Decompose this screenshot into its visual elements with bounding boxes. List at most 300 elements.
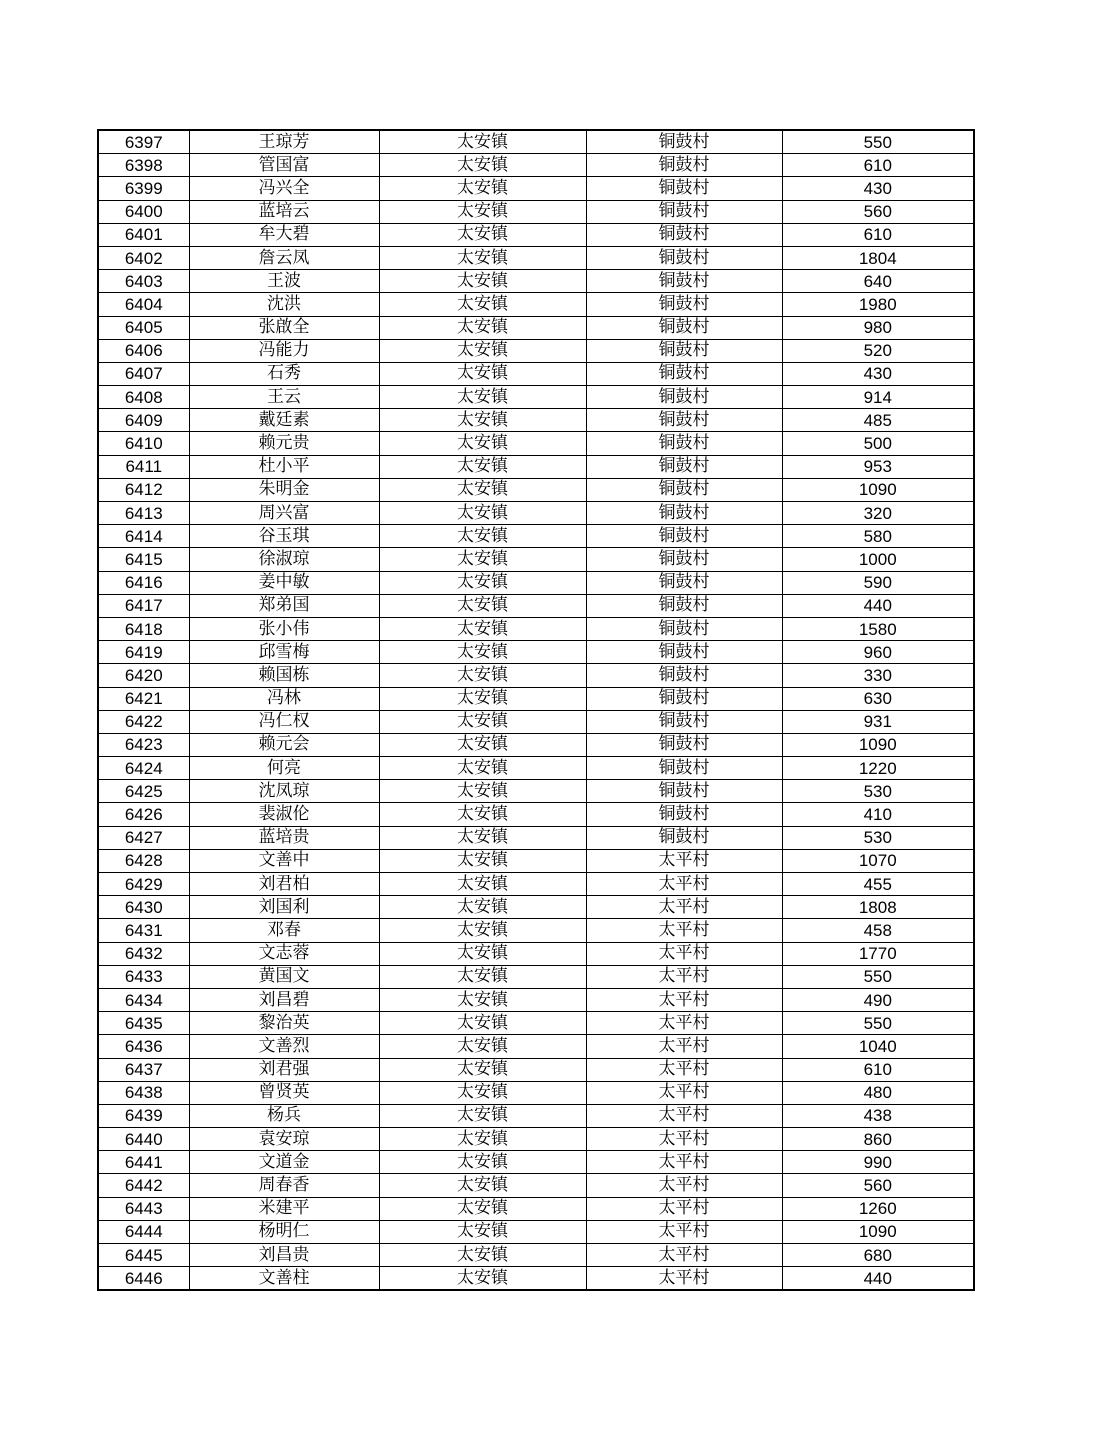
row-number-cell: 6410 [98, 432, 189, 455]
village-cell: 太平村 [586, 919, 782, 942]
row-number-cell: 6421 [98, 687, 189, 710]
table-row [98, 733, 974, 756]
name-cell: 米建平 [189, 1197, 379, 1220]
village-cell: 铜鼓村 [586, 641, 782, 664]
table-row [98, 246, 974, 269]
table-row [98, 896, 974, 919]
town-cell: 太安镇 [379, 687, 586, 710]
table-row [98, 177, 974, 200]
table-row [98, 710, 974, 733]
village-cell: 太平村 [586, 873, 782, 896]
town-cell: 太安镇 [379, 432, 586, 455]
row-number-cell: 6427 [98, 826, 189, 849]
name-cell: 詹云凤 [189, 246, 379, 269]
name-cell: 文志蓉 [189, 942, 379, 965]
town-cell: 太安镇 [379, 1012, 586, 1035]
amount-cell: 1090 [782, 1220, 974, 1243]
amount-cell: 455 [782, 873, 974, 896]
table-row [98, 617, 974, 640]
table-row [98, 455, 974, 478]
village-cell: 铜鼓村 [586, 270, 782, 293]
town-cell: 太安镇 [379, 223, 586, 246]
village-cell: 铜鼓村 [586, 803, 782, 826]
town-cell: 太安镇 [379, 780, 586, 803]
amount-cell: 1808 [782, 896, 974, 919]
name-cell: 沈凤琼 [189, 780, 379, 803]
row-number-cell: 6401 [98, 223, 189, 246]
table-row [98, 687, 974, 710]
row-number-cell: 6443 [98, 1197, 189, 1220]
name-cell: 邱雪梅 [189, 641, 379, 664]
row-number-cell: 6403 [98, 270, 189, 293]
amount-cell: 520 [782, 339, 974, 362]
table-row [98, 432, 974, 455]
town-cell: 太安镇 [379, 942, 586, 965]
name-cell: 刘昌碧 [189, 988, 379, 1011]
row-number-cell: 6438 [98, 1081, 189, 1104]
village-cell: 铜鼓村 [586, 386, 782, 409]
name-cell: 裴淑伦 [189, 803, 379, 826]
name-cell: 黄国文 [189, 965, 379, 988]
amount-cell: 1000 [782, 548, 974, 571]
town-cell: 太安镇 [379, 849, 586, 872]
name-cell: 石秀 [189, 362, 379, 385]
name-cell: 何亮 [189, 757, 379, 780]
amount-cell: 440 [782, 1267, 974, 1291]
row-number-cell: 6414 [98, 525, 189, 548]
town-cell: 太安镇 [379, 1267, 586, 1291]
amount-cell: 1220 [782, 757, 974, 780]
town-cell: 太安镇 [379, 873, 586, 896]
amount-cell: 1040 [782, 1035, 974, 1058]
amount-cell: 980 [782, 316, 974, 339]
town-cell: 太安镇 [379, 803, 586, 826]
table-row [98, 1220, 974, 1243]
amount-cell: 610 [782, 1058, 974, 1081]
village-cell: 太平村 [586, 1267, 782, 1291]
village-cell: 铜鼓村 [586, 571, 782, 594]
name-cell: 蓝培贵 [189, 826, 379, 849]
row-number-cell: 6398 [98, 154, 189, 177]
town-cell: 太安镇 [379, 919, 586, 942]
town-cell: 太安镇 [379, 1220, 586, 1243]
row-number-cell: 6404 [98, 293, 189, 316]
town-cell: 太安镇 [379, 177, 586, 200]
village-cell: 铜鼓村 [586, 177, 782, 200]
amount-cell: 440 [782, 594, 974, 617]
name-cell: 王波 [189, 270, 379, 293]
table-row [98, 1128, 974, 1151]
village-cell: 太平村 [586, 849, 782, 872]
amount-cell: 485 [782, 409, 974, 432]
village-cell: 铜鼓村 [586, 826, 782, 849]
row-number-cell: 6426 [98, 803, 189, 826]
table-row [98, 1058, 974, 1081]
village-cell: 铜鼓村 [586, 502, 782, 525]
town-cell: 太安镇 [379, 1128, 586, 1151]
table-row [98, 1151, 974, 1174]
town-cell: 太安镇 [379, 1174, 586, 1197]
amount-cell: 580 [782, 525, 974, 548]
row-number-cell: 6428 [98, 849, 189, 872]
row-number-cell: 6415 [98, 548, 189, 571]
amount-cell: 330 [782, 664, 974, 687]
town-cell: 太安镇 [379, 965, 586, 988]
name-cell: 冯兴全 [189, 177, 379, 200]
name-cell: 刘昌贵 [189, 1244, 379, 1267]
table-row [98, 1244, 974, 1267]
name-cell: 文善中 [189, 849, 379, 872]
table-row [98, 409, 974, 432]
table-row [98, 525, 974, 548]
town-cell: 太安镇 [379, 154, 586, 177]
row-number-cell: 6413 [98, 502, 189, 525]
town-cell: 太安镇 [379, 664, 586, 687]
table-row [98, 757, 974, 780]
name-cell: 张啟全 [189, 316, 379, 339]
town-cell: 太安镇 [379, 1151, 586, 1174]
row-number-cell: 6400 [98, 200, 189, 223]
village-cell: 铜鼓村 [586, 664, 782, 687]
town-cell: 太安镇 [379, 757, 586, 780]
amount-cell: 438 [782, 1104, 974, 1127]
amount-cell: 500 [782, 432, 974, 455]
name-cell: 杨兵 [189, 1104, 379, 1127]
row-number-cell: 6442 [98, 1174, 189, 1197]
name-cell: 刘君柏 [189, 873, 379, 896]
town-cell: 太安镇 [379, 1035, 586, 1058]
table-row [98, 223, 974, 246]
table-row [98, 988, 974, 1011]
row-number-cell: 6408 [98, 386, 189, 409]
row-number-cell: 6417 [98, 594, 189, 617]
village-cell: 太平村 [586, 1104, 782, 1127]
amount-cell: 410 [782, 803, 974, 826]
amount-cell: 1090 [782, 733, 974, 756]
town-cell: 太安镇 [379, 246, 586, 269]
village-cell: 太平村 [586, 1220, 782, 1243]
name-cell: 管国富 [189, 154, 379, 177]
table-row [98, 1035, 974, 1058]
table-row [98, 478, 974, 501]
town-cell: 太安镇 [379, 1244, 586, 1267]
table-row [98, 780, 974, 803]
row-number-cell: 6434 [98, 988, 189, 1011]
town-cell: 太安镇 [379, 409, 586, 432]
town-cell: 太安镇 [379, 733, 586, 756]
row-number-cell: 6446 [98, 1267, 189, 1291]
village-cell: 铜鼓村 [586, 455, 782, 478]
row-number-cell: 6429 [98, 873, 189, 896]
row-number-cell: 6409 [98, 409, 189, 432]
row-number-cell: 6397 [98, 130, 189, 154]
amount-cell: 640 [782, 270, 974, 293]
town-cell: 太安镇 [379, 339, 586, 362]
table-row [98, 594, 974, 617]
village-cell: 铜鼓村 [586, 316, 782, 339]
table-body [98, 130, 974, 1290]
name-cell: 蓝培云 [189, 200, 379, 223]
table-row [98, 339, 974, 362]
village-cell: 铜鼓村 [586, 594, 782, 617]
town-cell: 太安镇 [379, 641, 586, 664]
town-cell: 太安镇 [379, 525, 586, 548]
amount-cell: 1980 [782, 293, 974, 316]
table-row [98, 826, 974, 849]
data-table [97, 129, 975, 1291]
amount-cell: 560 [782, 200, 974, 223]
village-cell: 太平村 [586, 965, 782, 988]
name-cell: 黎治英 [189, 1012, 379, 1035]
table-row [98, 1174, 974, 1197]
name-cell: 赖元会 [189, 733, 379, 756]
table-row [98, 873, 974, 896]
name-cell: 沈洪 [189, 293, 379, 316]
table-row [98, 803, 974, 826]
row-number-cell: 6432 [98, 942, 189, 965]
amount-cell: 1804 [782, 246, 974, 269]
village-cell: 铜鼓村 [586, 617, 782, 640]
table-row [98, 1012, 974, 1035]
village-cell: 太平村 [586, 1035, 782, 1058]
village-cell: 铜鼓村 [586, 548, 782, 571]
town-cell: 太安镇 [379, 1081, 586, 1104]
amount-cell: 530 [782, 826, 974, 849]
name-cell: 张小伟 [189, 617, 379, 640]
name-cell: 赖国栋 [189, 664, 379, 687]
village-cell: 太平村 [586, 1058, 782, 1081]
town-cell: 太安镇 [379, 896, 586, 919]
table-row [98, 1104, 974, 1127]
amount-cell: 953 [782, 455, 974, 478]
amount-cell: 430 [782, 362, 974, 385]
table-row [98, 130, 974, 154]
village-cell: 太平村 [586, 1081, 782, 1104]
village-cell: 铜鼓村 [586, 710, 782, 733]
row-number-cell: 6435 [98, 1012, 189, 1035]
town-cell: 太安镇 [379, 478, 586, 501]
amount-cell: 550 [782, 130, 974, 154]
name-cell: 徐淑琼 [189, 548, 379, 571]
town-cell: 太安镇 [379, 1058, 586, 1081]
village-cell: 铜鼓村 [586, 733, 782, 756]
name-cell: 文道金 [189, 1151, 379, 1174]
village-cell: 太平村 [586, 1244, 782, 1267]
amount-cell: 560 [782, 1174, 974, 1197]
amount-cell: 914 [782, 386, 974, 409]
table-row [98, 548, 974, 571]
amount-cell: 680 [782, 1244, 974, 1267]
village-cell: 铜鼓村 [586, 409, 782, 432]
row-number-cell: 6423 [98, 733, 189, 756]
name-cell: 刘君强 [189, 1058, 379, 1081]
row-number-cell: 6433 [98, 965, 189, 988]
town-cell: 太安镇 [379, 270, 586, 293]
name-cell: 冯林 [189, 687, 379, 710]
amount-cell: 530 [782, 780, 974, 803]
village-cell: 铜鼓村 [586, 757, 782, 780]
table-row [98, 270, 974, 293]
name-cell: 文善柱 [189, 1267, 379, 1291]
village-cell: 太平村 [586, 1012, 782, 1035]
table-row [98, 965, 974, 988]
name-cell: 杜小平 [189, 455, 379, 478]
amount-cell: 990 [782, 1151, 974, 1174]
name-cell: 朱明金 [189, 478, 379, 501]
table-row [98, 316, 974, 339]
name-cell: 曾贤英 [189, 1081, 379, 1104]
village-cell: 太平村 [586, 896, 782, 919]
row-number-cell: 6439 [98, 1104, 189, 1127]
amount-cell: 550 [782, 1012, 974, 1035]
amount-cell: 610 [782, 223, 974, 246]
row-number-cell: 6411 [98, 455, 189, 478]
row-number-cell: 6430 [98, 896, 189, 919]
row-number-cell: 6419 [98, 641, 189, 664]
table-row [98, 571, 974, 594]
table-row [98, 1081, 974, 1104]
name-cell: 袁安琼 [189, 1128, 379, 1151]
amount-cell: 320 [782, 502, 974, 525]
name-cell: 姜中敏 [189, 571, 379, 594]
row-number-cell: 6420 [98, 664, 189, 687]
amount-cell: 931 [782, 710, 974, 733]
name-cell: 杨明仁 [189, 1220, 379, 1243]
row-number-cell: 6407 [98, 362, 189, 385]
row-number-cell: 6402 [98, 246, 189, 269]
amount-cell: 1580 [782, 617, 974, 640]
amount-cell: 458 [782, 919, 974, 942]
row-number-cell: 6431 [98, 919, 189, 942]
row-number-cell: 6399 [98, 177, 189, 200]
name-cell: 冯仁权 [189, 710, 379, 733]
town-cell: 太安镇 [379, 1197, 586, 1220]
name-cell: 周春香 [189, 1174, 379, 1197]
town-cell: 太安镇 [379, 386, 586, 409]
village-cell: 太平村 [586, 1197, 782, 1220]
village-cell: 太平村 [586, 1174, 782, 1197]
table-row [98, 154, 974, 177]
village-cell: 铜鼓村 [586, 525, 782, 548]
village-cell: 太平村 [586, 942, 782, 965]
amount-cell: 610 [782, 154, 974, 177]
row-number-cell: 6422 [98, 710, 189, 733]
amount-cell: 590 [782, 571, 974, 594]
table-row [98, 664, 974, 687]
village-cell: 铜鼓村 [586, 339, 782, 362]
row-number-cell: 6425 [98, 780, 189, 803]
town-cell: 太安镇 [379, 455, 586, 478]
table-row [98, 919, 974, 942]
amount-cell: 490 [782, 988, 974, 1011]
village-cell: 铜鼓村 [586, 130, 782, 154]
village-cell: 铜鼓村 [586, 362, 782, 385]
name-cell: 周兴富 [189, 502, 379, 525]
town-cell: 太安镇 [379, 316, 586, 339]
village-cell: 铜鼓村 [586, 432, 782, 455]
village-cell: 铜鼓村 [586, 478, 782, 501]
name-cell: 文善烈 [189, 1035, 379, 1058]
row-number-cell: 6412 [98, 478, 189, 501]
town-cell: 太安镇 [379, 130, 586, 154]
town-cell: 太安镇 [379, 571, 586, 594]
row-number-cell: 6405 [98, 316, 189, 339]
name-cell: 谷玉琪 [189, 525, 379, 548]
amount-cell: 1770 [782, 942, 974, 965]
table-row [98, 641, 974, 664]
village-cell: 铜鼓村 [586, 154, 782, 177]
amount-cell: 480 [782, 1081, 974, 1104]
name-cell: 戴廷素 [189, 409, 379, 432]
row-number-cell: 6444 [98, 1220, 189, 1243]
row-number-cell: 6418 [98, 617, 189, 640]
table-row [98, 1267, 974, 1291]
table-row [98, 849, 974, 872]
name-cell: 冯能力 [189, 339, 379, 362]
table-row [98, 386, 974, 409]
name-cell: 刘国利 [189, 896, 379, 919]
town-cell: 太安镇 [379, 548, 586, 571]
table-row [98, 502, 974, 525]
village-cell: 铜鼓村 [586, 200, 782, 223]
town-cell: 太安镇 [379, 1104, 586, 1127]
amount-cell: 630 [782, 687, 974, 710]
town-cell: 太安镇 [379, 826, 586, 849]
amount-cell: 550 [782, 965, 974, 988]
name-cell: 郑弟国 [189, 594, 379, 617]
village-cell: 铜鼓村 [586, 223, 782, 246]
table-row [98, 942, 974, 965]
town-cell: 太安镇 [379, 710, 586, 733]
village-cell: 铜鼓村 [586, 780, 782, 803]
amount-cell: 1260 [782, 1197, 974, 1220]
town-cell: 太安镇 [379, 594, 586, 617]
amount-cell: 1070 [782, 849, 974, 872]
village-cell: 铜鼓村 [586, 246, 782, 269]
town-cell: 太安镇 [379, 362, 586, 385]
row-number-cell: 6437 [98, 1058, 189, 1081]
name-cell: 王琼芳 [189, 130, 379, 154]
town-cell: 太安镇 [379, 502, 586, 525]
village-cell: 铜鼓村 [586, 293, 782, 316]
table-row [98, 293, 974, 316]
row-number-cell: 6424 [98, 757, 189, 780]
town-cell: 太安镇 [379, 988, 586, 1011]
row-number-cell: 6440 [98, 1128, 189, 1151]
name-cell: 赖元贵 [189, 432, 379, 455]
row-number-cell: 6416 [98, 571, 189, 594]
name-cell: 王云 [189, 386, 379, 409]
town-cell: 太安镇 [379, 200, 586, 223]
row-number-cell: 6441 [98, 1151, 189, 1174]
name-cell: 邓春 [189, 919, 379, 942]
table-row [98, 200, 974, 223]
village-cell: 太平村 [586, 1128, 782, 1151]
amount-cell: 860 [782, 1128, 974, 1151]
amount-cell: 430 [782, 177, 974, 200]
village-cell: 太平村 [586, 1151, 782, 1174]
amount-cell: 960 [782, 641, 974, 664]
town-cell: 太安镇 [379, 617, 586, 640]
name-cell: 牟大碧 [189, 223, 379, 246]
table-row [98, 1197, 974, 1220]
row-number-cell: 6406 [98, 339, 189, 362]
village-cell: 太平村 [586, 988, 782, 1011]
row-number-cell: 6445 [98, 1244, 189, 1267]
row-number-cell: 6436 [98, 1035, 189, 1058]
table-row [98, 362, 974, 385]
amount-cell: 1090 [782, 478, 974, 501]
